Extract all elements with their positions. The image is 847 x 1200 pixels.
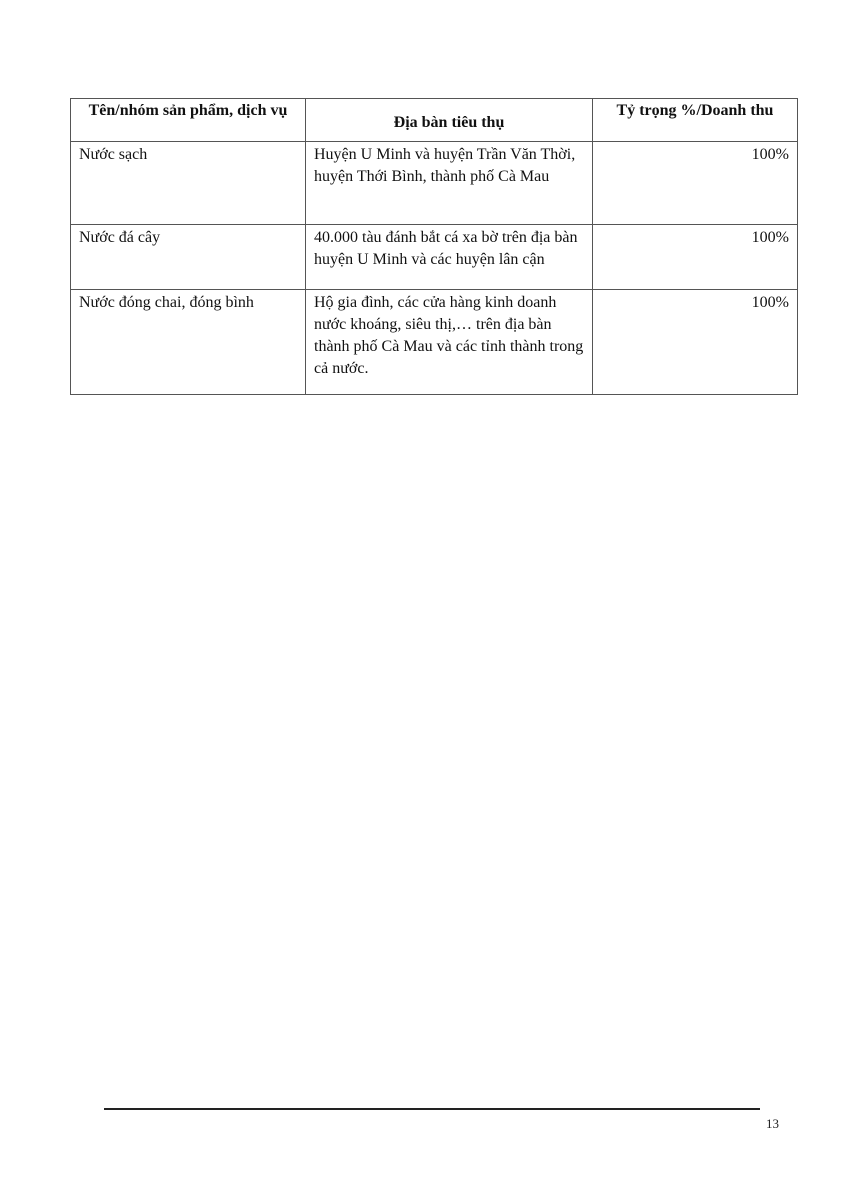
area-cell: Hộ gia đình, các cửa hàng kinh doanh nước khoáng, siêu thị,… trên địa bàn thành phố Cà Mau và các tỉnh thành trong cả nước.: [306, 290, 593, 395]
footer-divider: [104, 1108, 760, 1110]
product-cell: Nước đóng chai, đóng bình: [71, 290, 306, 395]
area-cell: 40.000 tàu đánh bắt cá xa bờ trên địa bàn huyện U Minh và các huyện lân cận: [306, 225, 593, 290]
product-cell: Nước sạch: [71, 142, 306, 225]
table-header-row: [71, 99, 798, 142]
table-row: [71, 290, 798, 395]
page-number: 13: [766, 1116, 779, 1131]
share-cell: 100%: [593, 225, 798, 290]
area-cell: Huyện U Minh và huyện Trần Văn Thời, huyện Thới Bình, thành phố Cà Mau: [306, 142, 593, 225]
product-cell: Nước đá cây: [71, 225, 306, 290]
share-cell: 100%: [593, 142, 798, 225]
share-cell: 100%: [593, 290, 798, 395]
header-revenue-share: Tỷ trọng %/Doanh thu: [593, 99, 798, 142]
table-row: [71, 225, 798, 290]
header-distribution-area: Địa bàn tiêu thụ: [306, 99, 593, 142]
header-product-name: Tên/nhóm sản phẩm, dịch vụ: [71, 99, 306, 142]
table-row: [71, 142, 798, 225]
product-distribution-table: [70, 98, 798, 395]
